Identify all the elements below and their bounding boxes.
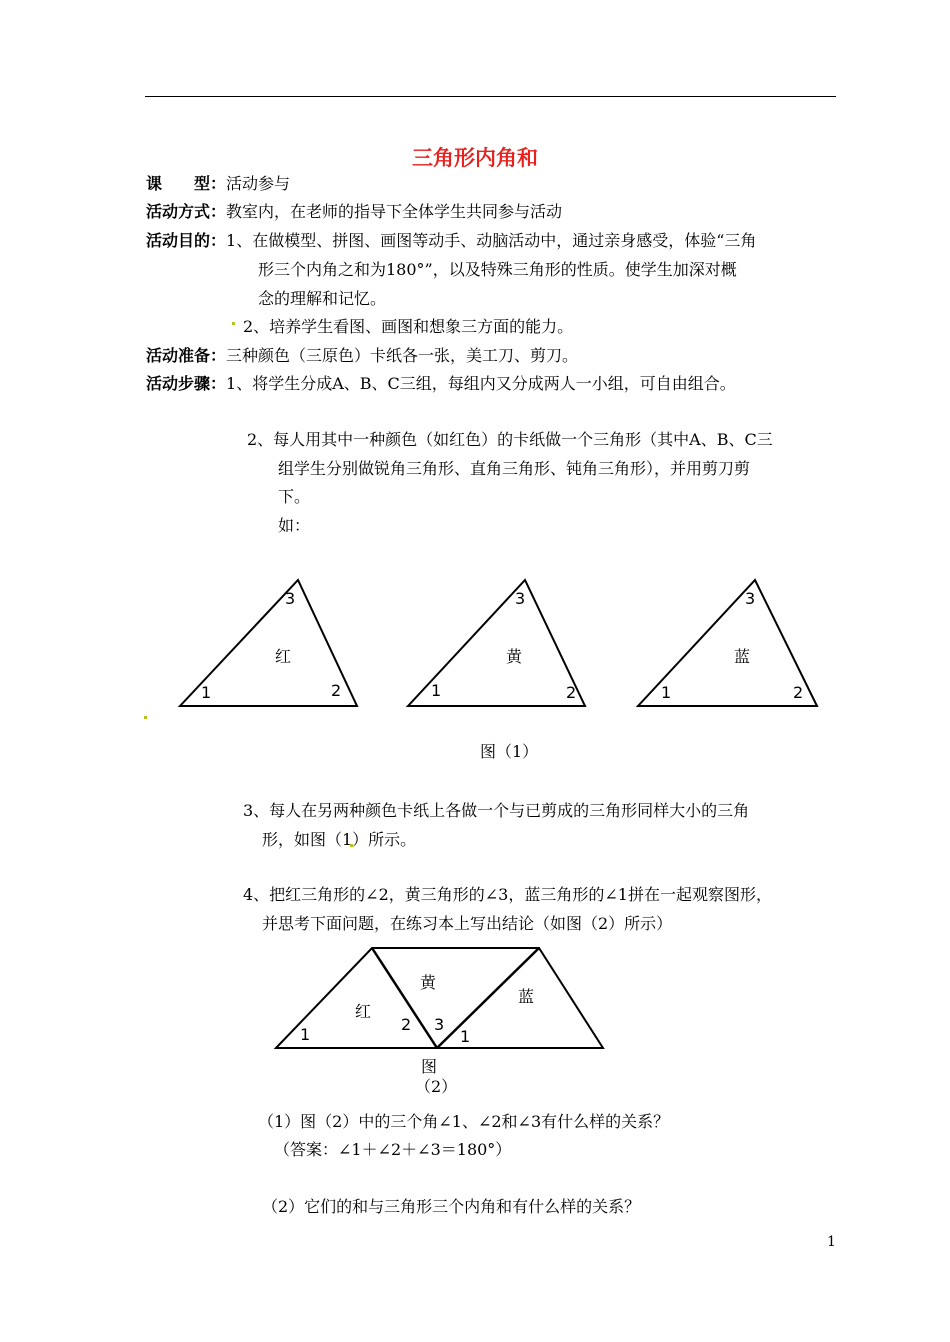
fig2-angle-2: 2 (401, 1015, 412, 1034)
yellow-angle-3: 3 (515, 589, 526, 608)
step3-line-2: 形，如图（1）所示。 (262, 830, 417, 849)
step3-line-1: 3、每人在另两种颜色卡纸上各做一个与已剪成的三角形同样大小的三角 (243, 801, 750, 820)
step2-line-1: 2、每人用其中一种颜色（如红色）的卡纸做一个三角形（其中A、B、C三 (247, 430, 773, 449)
yellow-angle-1: 1 (431, 681, 442, 700)
steps-label: 活动步骤： (146, 374, 227, 393)
blue-angle-2: 2 (793, 683, 804, 702)
step4-line-1: 4、把红三角形的∠2，黄三角形的∠3，蓝三角形的∠1拼在一起观察图形， (243, 885, 772, 904)
fig2-red-label: 红 (355, 1002, 372, 1021)
figure-2-caption-line-1: 图 (421, 1057, 438, 1076)
steps-value: 1、将学生分成A、B、C三组，每组内又分成两人一小组，可自由组合。 (226, 374, 736, 393)
fig2-angle-3: 3 (434, 1015, 445, 1034)
fig2-yellow-label: 黄 (420, 973, 437, 992)
step2-line-4: 如： (278, 516, 311, 535)
yellow-color-label: 黄 (506, 647, 523, 666)
red-angle-2: 2 (331, 681, 342, 700)
goal-line-3: 念的理解和记忆。 (258, 289, 387, 308)
step4-line-2: 并思考下面问题，在练习本上写出结论（如图（2）所示） (262, 914, 673, 933)
step2-line-2: 组学生分别做锐角三角形、直角三角形、钝角三角形），并用剪刀剪 (278, 459, 751, 478)
page-title: 三角形内角和 (412, 145, 538, 170)
page-number: 1 (827, 1234, 836, 1250)
blue-color-label: 蓝 (734, 647, 751, 666)
blue-angle-1: 1 (661, 683, 672, 702)
goal-line-1: 1、在做模型、拼图、画图等动手、动脑活动中，通过亲身感受，体验“三角 (226, 231, 757, 250)
blue-angle-3: 3 (745, 589, 756, 608)
red-angle-3: 3 (285, 589, 296, 608)
fig2-blue-label: 蓝 (518, 987, 535, 1006)
goal-line-2: 形三个内角之和为180°”，以及特殊三角形的性质。使学生加深对概 (258, 260, 737, 279)
red-angle-1: 1 (201, 683, 212, 702)
method-label: 活动方式： (146, 202, 227, 221)
question-1: （1）图（2）中的三个角∠1、∠2和∠3有什么样的关系？ (258, 1112, 670, 1131)
question-2: （2）它们的和与三角形三个内角和有什么样的关系？ (262, 1197, 641, 1216)
type-value: 活动参与 (226, 174, 291, 193)
prep-label: 活动准备： (146, 346, 227, 365)
fig2-angle-1-red: 1 (300, 1025, 311, 1044)
figure-1-caption: 图（1） (480, 742, 539, 761)
goal-line-4: 2、培养学生看图、画图和想象三方面的能力。 (243, 317, 574, 336)
goal-label: 活动目的： (146, 231, 227, 250)
red-color-label: 红 (275, 647, 292, 666)
method-value: 教室内，在老师的指导下全体学生共同参与活动 (226, 202, 563, 221)
fig2-angle-1-blue: 1 (460, 1027, 471, 1046)
prep-value: 三种颜色（三原色）卡纸各一张，美工刀、剪刀。 (226, 346, 579, 365)
step2-line-3: 下。 (278, 487, 311, 506)
answer-1: （答案：∠1＋∠2＋∠3＝180°） (274, 1140, 512, 1159)
yellow-angle-2: 2 (566, 683, 577, 702)
figure-2-caption-line-2: （2） (415, 1077, 458, 1096)
type-label: 课 型： (146, 174, 227, 193)
